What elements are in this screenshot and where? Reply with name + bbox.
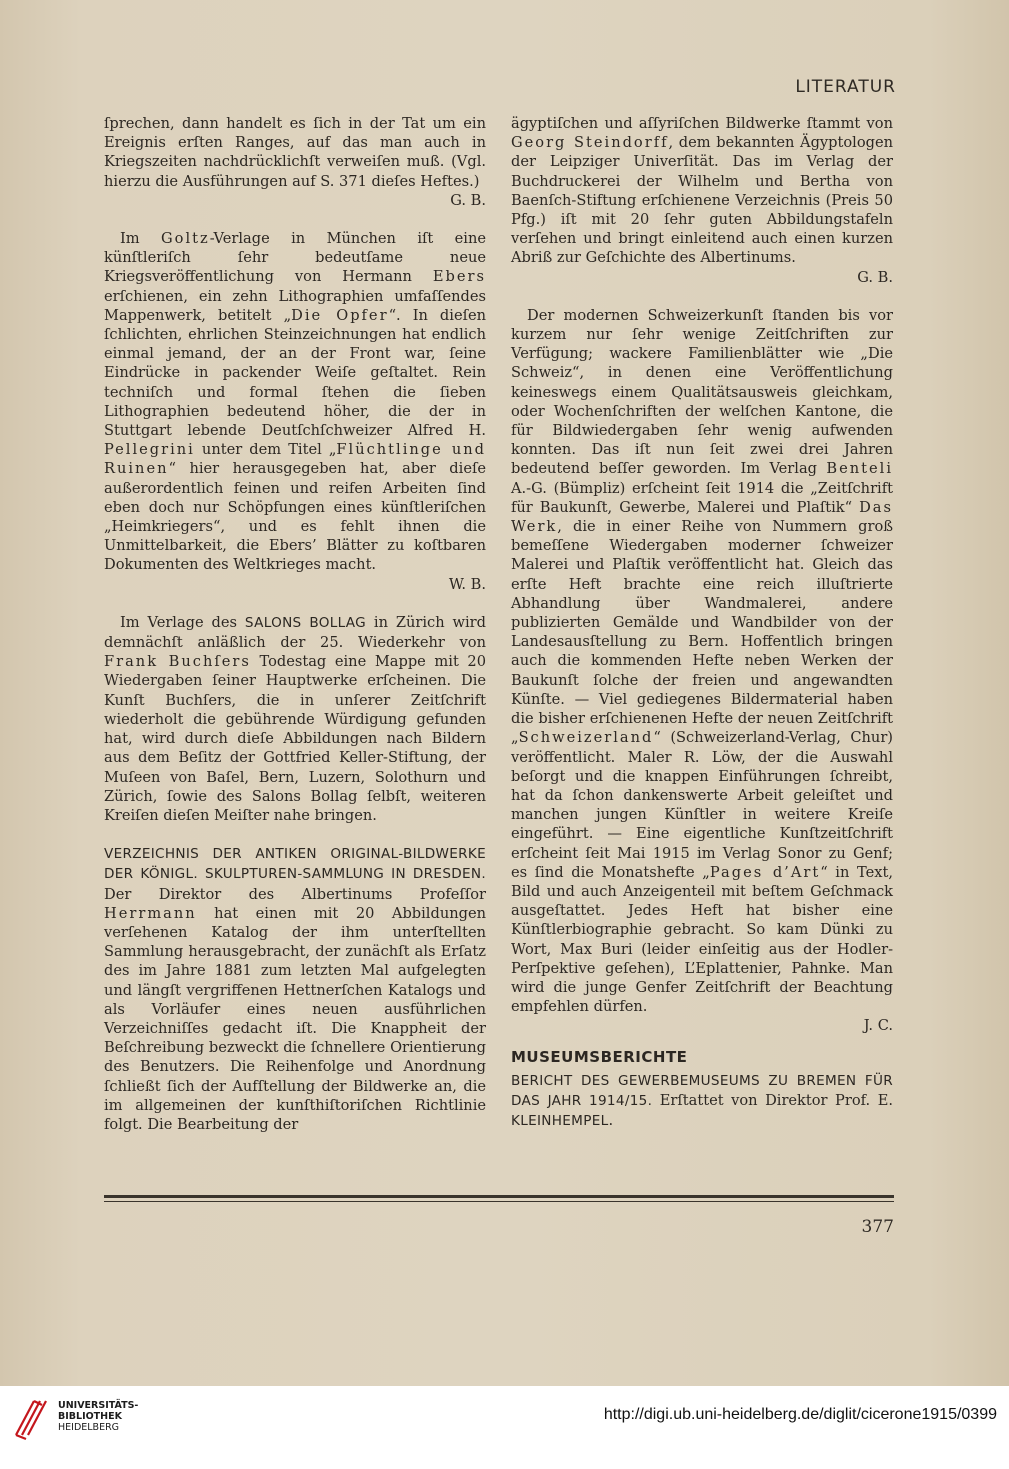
divider-rule — [104, 1201, 894, 1202]
right-column — [511, 114, 893, 1131]
paragraph: Im Goltz-Verlage in München iſt eine künſtleriſch ſehr bedeutſame neue Kriegsveröffentlichung von Hermann Ebers erſchienen, ein zehn Lithographien umfaſſendes Mappenwerk, betitelt „Die Opfer“. In dieſen ſchlichten, ehrlichen Steinzeichnungen hat endlich einmal jemand, der an der Front war, ſeine Eindrücke in packender Weiſe geſtaltet. Rein techniſch und formal ſtehen die ſieben Lithographien bedeutend höher, die der in Stuttgart lebende Deutſchſchweizer Alfred H. Pellegrini unter dem Titel „Flüchtlinge und Ruinen“ hier herausgegeben hat, aber dieſe außerordentlich feinen und reifen Arbeiten ſind eben doch nur Schöpfungen eines künſtleriſchen „Heimkriegers“, und es fehlt ihnen die Unmittelbarkeit, die Ebers’ Blätter zu koſtbaren Dokumenten des Weltkrieges macht. — [104, 230, 487, 574]
paragraph: ägyptiſchen und aſſyriſchen Bildwerke ſtammt von Georg Steindorff, dem bekannten Ägyptologen der Leipziger Univerſität. Das im Verlag der Buchdruckerei der Wilhelm und Bertha von Baenſch-Stiftung erſchienene Verzeichnis (Preis 50 Pfg.) iſt mit 20 ſehr guten Abbildungstafeln verſehen und bringt einleitend auch einen kurzen Abriß zur Geſchichte des Albertinums. — [511, 115, 893, 267]
paragraph: Im Verlage des SALONS BOLLAG in Zürich wird demnächſt anläßlich der 25. Wiederkehr von Frank Buchſers Todestag eine Mappe mit 20 Wiedergaben ſeiner Hauptwerke erſcheinen. Die Kunſt Buchſers, die in unſerer Zeitſchrift wiederholt die gebührende Würdigung gefunden hat, wird durch dieſe Abbildungen nach Bildern aus dem Beſitz der Gottfried Keller-Stiftung, der Muſeen von Baſel, Bern, Luzern, Solothurn und Zürich, ſowie des Salons Bollag ſelbſt, weiteren Kreiſen dieſen Meiſter nahe bringen. — [104, 613, 487, 824]
artist-name: Frank Buchſers — [104, 653, 251, 671]
paragraph: BERICHT DES GEWERBEMUSEUMS ZU BREMEN FÜR DAS JAHR 1914/15. Erſtattet von Direktor Prof. E. KLEINHEMPEL. — [511, 1072, 893, 1130]
magazine-title: Schweizerland — [518, 729, 654, 747]
divider-rule — [104, 1195, 894, 1198]
library-name: UNIVERSITÄTS- BIBLIOTHEK HEIDELBERG — [58, 1400, 139, 1433]
signature: W. B. — [448, 575, 486, 593]
section-heading: MUSEUMSBERICHTE — [511, 1047, 688, 1066]
signature: G. B. — [450, 191, 486, 209]
work-title: Flüchtlinge und Ruinen — [104, 441, 486, 478]
catalog-title: VERZEICHNIS DER ANTIKEN ORIGINAL-BILDWERKE DER KÖNIGL. SKULPTUREN-SAMMLUNG IN DRESDEN. — [104, 846, 486, 883]
page-number: 377 — [861, 1217, 894, 1237]
work-title: Die Opfer — [291, 306, 389, 324]
publisher-name: Benteli — [826, 460, 893, 478]
artist-name: Pellegrini — [104, 441, 195, 459]
signature: J. C. — [863, 1017, 893, 1035]
magazine-title: Pages d’Art — [709, 863, 821, 881]
library-logo-icon — [12, 1395, 48, 1441]
person-name: Herrmann — [104, 904, 197, 922]
report-title: BERICHT DES GEWERBEMUSEUMS ZU BREMEN FÜR DAS JAHR 1914/15. — [511, 1072, 893, 1109]
left-column — [104, 114, 486, 1134]
paragraph-text: ſprechen, dann handelt es ſich in der Tat um ein Ereignis erſten Ranges, auf das man auch in Kriegszeiten nachdrücklichſt verweiſen muß. (Vgl. hierzu die Ausführungen auf S. 371 dieſes Heftes.) — [104, 115, 486, 190]
paragraph: VERZEICHNIS DER ANTIKEN ORIGINAL-BILDWERKE DER KÖNIGL. SKULPTUREN-SAMMLUNG IN DRESDEN. Der Direktor des Albertinums Profeſſor Herrmann hat einen mit 20 Abbildungen verſehenen Katalog der ihm unterſtellten Sammlung herausgebracht, der zunächſt als Erſatz des im Jahre 1881 zum letzten Mal aufgelegten und längſt vergriffenen Hettnerſchen Katalogs und als Vorläufer eines neuen ausführlichen Verzeichniſſes gedacht iſt. Die Knappheit der Beſchreibung bezweckt die ſchnellere Orientierung des Benutzers. Die Reihenfolge und Anordnung ſchließt ſich der Aufſtellung der Bildwerke an, die im allgemeinen der kunſthiſtoriſchen Richtlinie folgt. Die Bearbeitung der — [104, 846, 486, 1133]
library-footer — [0, 1386, 1009, 1469]
running-head: LITERATUR — [795, 77, 896, 97]
source-url-link[interactable]: http://digi.ub.uni-heidelberg.de/diglit/cicerone1915/0399 — [603, 1406, 997, 1423]
signature: G. B. — [857, 268, 893, 286]
gallery-name: SALONS BOLLAG — [244, 614, 367, 631]
paragraph — [104, 114, 486, 191]
artist-name: Ebers — [432, 268, 486, 286]
person-name: KLEINHEMPEL — [511, 1113, 609, 1130]
person-name: Georg Steindorff — [511, 134, 669, 152]
magazine-title: Das Werk — [511, 498, 893, 536]
paragraph: Der modernen Schweizerkunſt ſtanden bis vor kurzem nur ſehr wenige Zeitſchriften zur Verfügung; wackere Familienblätter wie „Die Schweiz“, in denen eine Veröffentlichung keineswegs einem Qualitätsausweis gleichkam, oder Wochenſchriften der welſchen Kantone, die für Bildwiedergaben ſehr wenig aufwenden konnten. Das iſt nun ſeit zwei drei Jahren bedeutend beſſer geworden. Im Verlag Benteli A.-G. (Bümpliz) erſcheint ſeit 1914 die „Zeitſchrift für Baukunſt, Gewerbe, Malerei und Plaſtik“ Das Werk, die in einer Reihe von Nummern groß bemeſſene Wiedergaben moderner ſchweizer Malerei und Plaſtik veröffentlicht hat. Gleich das erſte Heft brachte eine reich illuſtrierte Abhandlung über Wandmalerei, andere publizierten Gemälde und Wandbilder von der Landesausſtellung zu Bern. Hoffentlich bringen auch die kommenden Hefte neben Werken der Baukunſt ſolche der freien und angewandten Künſte. — Viel gediegenes Bildermaterial haben die bisher erſchienenen Hefte der neuen Zeitſchrift „Schweizerland“ (Schweizerland-Verlag, Chur) veröffentlicht. Maler R. Löw, der die Auswahl beſorgt und die knappen Einführungen ſchreibt, hat da ſchon dankenswerte Arbeit geleiſtet und manchen jungen Künſtler in weitere Kreiſe eingeführt. — Eine eigentliche Kunſtzeitſchrift erſcheint ſeit Mai 1915 im Verlag Sonor zu Genf; es ſind die Monatshefte „Pages d’Art“ in Text, Bild und auch Anzeigenteil mit beſtem Geſchmack ausgeſtattet. Jedes Heft hat bisher eine Künſtlerbiographie gebracht. So kam Dünki zu Wort, Max Buri (leider einſeitig aus der Hodler-Perſpektive geſehen), L’Eplattenier, Pahnke. Man wird die junge Genfer Zeitſchrift der Beachtung empfehlen dürfen. — [511, 306, 893, 1016]
publisher-name: Goltz — [161, 230, 210, 248]
